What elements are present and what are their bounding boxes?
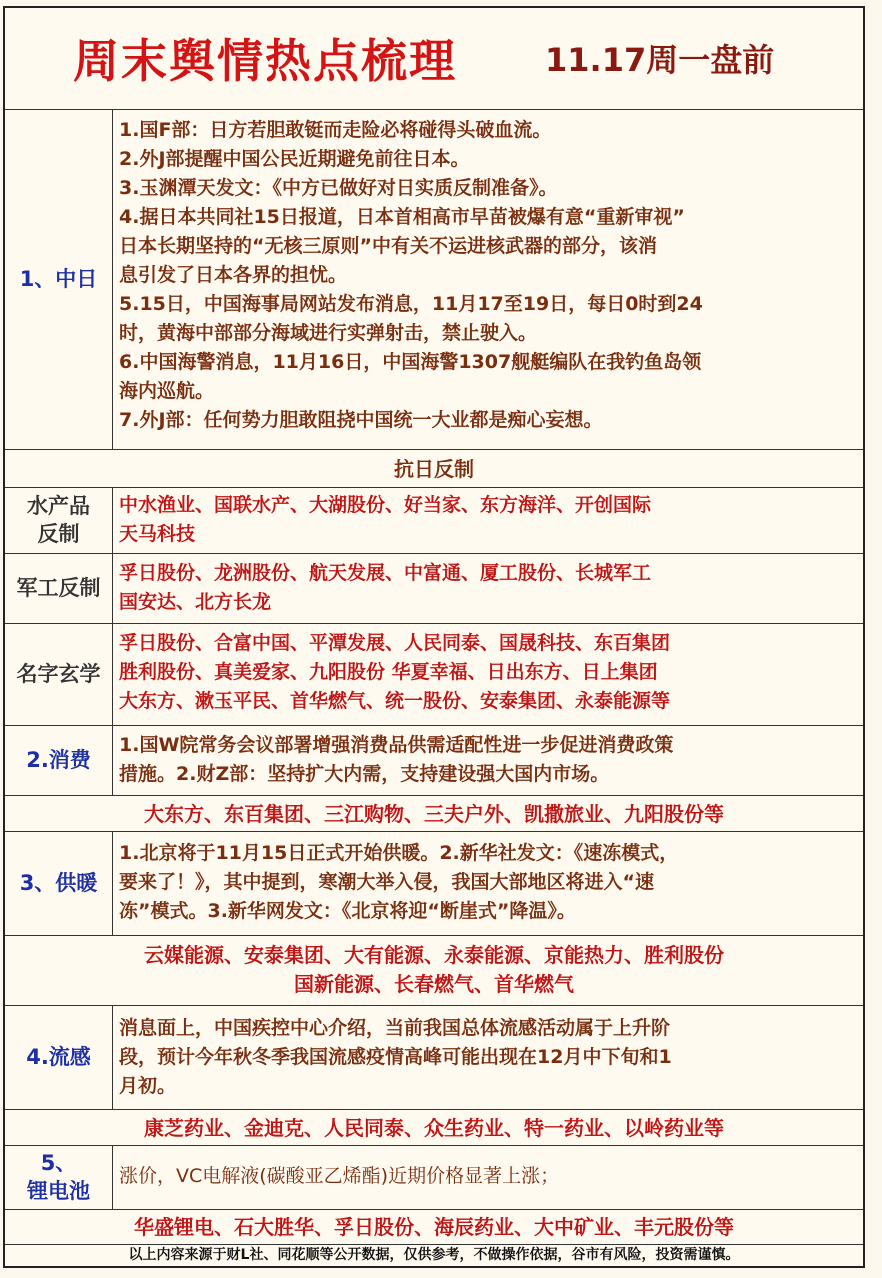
section-content bbox=[113, 726, 863, 795]
news-line: 1.国W院常务会议部署增强消费品供需适配性进一步促进消费政策 bbox=[119, 734, 674, 756]
flu-stocks-row bbox=[5, 1110, 863, 1146]
stock-list bbox=[113, 554, 863, 623]
section-military bbox=[5, 554, 863, 624]
lithium-stocks-row bbox=[5, 1210, 863, 1245]
news-line: 1.国F部：日方若胆敢铤而走险必将碰得头破血流。 bbox=[119, 119, 552, 141]
stock-list bbox=[113, 624, 863, 725]
stock-line: 中水渔业、国联水产、大湖股份、好当家、东方海洋、开创国际 bbox=[119, 494, 652, 516]
heating-stocks-row bbox=[5, 936, 863, 1006]
consumption-stocks-row bbox=[5, 796, 863, 832]
section-label: 名字玄学 bbox=[5, 624, 113, 725]
stock-line: 华盛锂电、石大胜华、孚日股份、海辰药业、大中矿业、丰元股份等 bbox=[134, 1215, 734, 1239]
stock-list bbox=[113, 488, 863, 553]
section-content bbox=[113, 1146, 863, 1209]
section-label: 军工反制 bbox=[5, 554, 113, 623]
news-line: 要来了！》，其中提到，寒潮大举入侵，我国大部地区将进入“速 bbox=[119, 871, 654, 893]
section-content bbox=[113, 832, 863, 935]
section-label: 4.流感 bbox=[5, 1006, 113, 1109]
news-line: 1.北京将于11月15日正式开始供暖。2.新华社发文：《速冻模式， bbox=[119, 842, 679, 864]
stock-line: 天马科技 bbox=[119, 523, 196, 545]
label-line: 5、 bbox=[40, 1151, 77, 1176]
section-content bbox=[113, 1006, 863, 1109]
disclaimer-footer: 以上内容来源于财L社、同花顺等公开数据，仅供参考，不做操作依据，谷市有风险，投资需谨慎。 bbox=[128, 1247, 740, 1263]
stock-line: 国安达、北方长龙 bbox=[119, 591, 272, 613]
news-line: 4.据日本共同社15日报道，日本首相高市早苗被爆有意“重新审视” bbox=[119, 206, 685, 228]
section-flu bbox=[5, 1006, 863, 1110]
section-china-japan bbox=[5, 110, 863, 450]
stock-line: 孚日股份、龙洲股份、航天发展、中富通、厦工股份、长城军工 bbox=[119, 562, 652, 584]
label-line: 锂电池 bbox=[27, 1178, 90, 1203]
page-title: 周末舆情热点梳理 bbox=[73, 34, 457, 88]
news-line: 涨价，VC电解液(碳酸亚乙烯酯)近期价格显著上涨； bbox=[119, 1165, 560, 1187]
label-line: 水产品 bbox=[27, 494, 90, 519]
anti-japan-header-row bbox=[5, 450, 863, 488]
anti-japan-header: 抗日反制 bbox=[394, 457, 474, 481]
section-label: 3、供暖 bbox=[5, 832, 113, 935]
news-line: 6.中国海警消息，11月16日，中国海警1307舰艇编队在我钓鱼岛领 bbox=[119, 351, 702, 373]
stock-line: 胜利股份、真美爱家、九阳股份 华夏幸福、日出东方、日上集团 bbox=[119, 661, 658, 683]
news-line: 7.外J部：任何势力胆敢阻挠中国统一大业都是痴心妄想。 bbox=[119, 409, 603, 431]
section-heating bbox=[5, 832, 863, 936]
report-sheet bbox=[3, 6, 865, 1268]
stock-line: 孚日股份、合富中国、平潭发展、人民同泰、国晟科技、东百集团 bbox=[119, 632, 671, 654]
section-consumption bbox=[5, 726, 863, 796]
news-line: 段，预计今年秋冬季我国流感疫情高峰可能出现在12月中下旬和1 bbox=[119, 1046, 672, 1068]
page-date: 11.17周一盘前 bbox=[545, 41, 775, 79]
news-line: 5.15日，中国海事局网站发布消息，11月17至19日，每日0时到24 bbox=[119, 293, 703, 315]
stock-line: 康芝药业、金迪克、人民同泰、众生药业、特一药业、以岭药业等 bbox=[144, 1116, 724, 1140]
section-label bbox=[5, 1146, 113, 1209]
header-row bbox=[5, 8, 863, 110]
label-line: 反制 bbox=[37, 521, 80, 546]
news-line: 冻”模式。3.新华网发文：《北京将迎“断崖式”降温》。 bbox=[119, 900, 576, 922]
section-label bbox=[5, 488, 113, 553]
news-line: 息引发了日本各界的担忧。 bbox=[119, 264, 348, 286]
stock-line: 大东方、漱玉平民、首华燃气、统一股份、安泰集团、永泰能源等 bbox=[119, 690, 671, 712]
stock-line: 国新能源、长春燃气、首华燃气 bbox=[294, 972, 574, 996]
stock-line: 云媒能源、安泰集团、大有能源、永泰能源、京能热力、胜利股份 bbox=[144, 943, 724, 967]
section-aquatic bbox=[5, 488, 863, 554]
section-label: 1、中日 bbox=[5, 110, 113, 449]
news-line: 时，黄海中部部分海域进行实弹射击，禁止驶入。 bbox=[119, 322, 538, 344]
news-line: 海内巡航。 bbox=[119, 380, 215, 402]
news-line: 日本长期坚持的“无核三原则”中有关不运进核武器的部分，该消 bbox=[119, 235, 657, 257]
news-line: 3.玉渊潭天发文：《中方已做好对日实质反制准备》。 bbox=[119, 177, 558, 199]
news-line: 消息面上，中国疾控中心介绍，当前我国总体流感活动属于上升阶 bbox=[119, 1017, 671, 1039]
section-lithium bbox=[5, 1146, 863, 1210]
news-line: 2.外J部提醒中国公民近期避免前往日本。 bbox=[119, 148, 470, 170]
news-line: 措施。2.财Z部：坚持扩大内需，支持建设强大国内市场。 bbox=[119, 763, 610, 785]
section-content bbox=[113, 110, 863, 449]
stock-line: 大东方、东百集团、三江购物、三夫户外、凯撒旅业、九阳股份等 bbox=[144, 802, 724, 826]
news-line: 月初。 bbox=[119, 1075, 177, 1097]
section-label: 2.消费 bbox=[5, 726, 113, 795]
section-name-mystic bbox=[5, 624, 863, 726]
